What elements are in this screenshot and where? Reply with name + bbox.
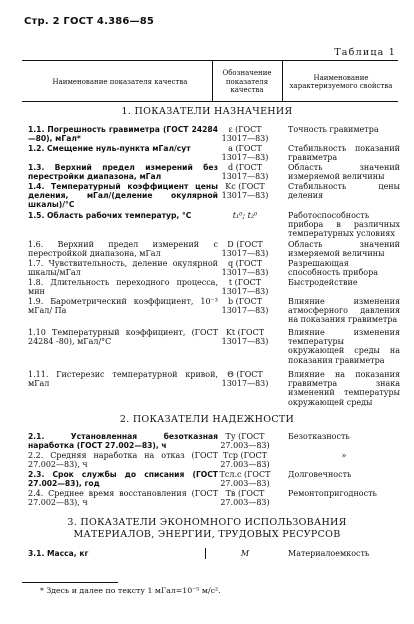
column-header-name: Наименование показателя качества [52, 77, 188, 86]
table-label: Таблица 1 [334, 47, 396, 58]
row-name: 2.2. Средняя наработка на отказ (ГОСТ 27.002—83), ч [28, 451, 218, 470]
row-property: Долговечность [288, 470, 352, 479]
row-symbol: q (ГОСТ 13017—83) [221, 259, 269, 278]
section-heading: 1. ПОКАЗАТЕЛИ НАЗНАЧЕНИЯ [121, 106, 293, 117]
row-property: Материалоемкость [288, 549, 370, 558]
row-symbol: t₁⁰; t₂⁰ [232, 211, 258, 220]
row-symbol: D (ГОСТ 13017—83) [221, 240, 269, 259]
row-symbol: Θ (ГОСТ 13017—83) [221, 370, 269, 389]
row-name: 1.9. Барометрический коэффициент, 10⁻³ мГал/ Па [28, 297, 218, 316]
row-property: Быстродействие [288, 278, 358, 287]
row-symbol: t (ГОСТ 13017—83) [221, 278, 269, 297]
table-top-rule [22, 60, 398, 61]
row-property: Область значений измеряемой величины [288, 163, 400, 182]
row-name: 1.4. Температурный коэффициент цены деления, мГал/(деление окулярной шкалы)/°С [28, 182, 218, 210]
row-property: Разрешающая способность прибора [288, 259, 379, 278]
column-header-symbol: Обозначение показателя качества [222, 69, 272, 95]
row-name: 1.8. Длительность переходного процесса, мин [28, 278, 218, 297]
row-name: 1.7. Чувствительность, деление окулярной шкалы/мГал [28, 259, 218, 278]
row-property: Область значений измеряемой величины [288, 240, 400, 259]
row-property: Влияние изменения атмосферного давления на показания гравиметра [288, 297, 400, 325]
page-header: Стр. 2 ГОСТ 4.386—85 [24, 16, 155, 27]
row-symbol: d (ГОСТ 13017—83) [221, 163, 269, 182]
column-header-property: Наименование характеризуемого свойства [289, 73, 393, 90]
table-header-rule [22, 101, 398, 102]
row-name: 1.2. Смещение нуль-пункта мГал/сут [28, 144, 191, 153]
row-symbol: Kt (ГОСТ 13017—83) [221, 328, 269, 347]
row-property: Безотказность [288, 432, 350, 441]
row-name: 1.10 Температурный коэффициент, (ГОСТ 24284 -80), мГал/°С [28, 328, 218, 347]
row-property: Работоспособность прибора в различных температурных условиях [288, 211, 400, 239]
row-symbol: Tу (ГОСТ 27.003—83) [220, 432, 270, 451]
row-symbol: b (ГОСТ 13017—83) [221, 297, 269, 316]
row-name: 1.6. Верхний предел измерений с перестройкой диапазона, мГал [28, 240, 218, 259]
row-property: Ремонтопригодность [288, 489, 377, 498]
column-divider [212, 61, 213, 101]
column-divider [205, 548, 206, 559]
row-symbol: Tсл.с (ГОСТ 27.003—83) [219, 470, 271, 489]
row-name: 1.3. Верхний предел измерений без перестройки диапазона, мГал [28, 163, 218, 182]
row-property: Влияние на показания гравиметра знака изменений температуры окружающей среды [288, 370, 400, 407]
footnote-rule [22, 582, 118, 583]
column-divider [282, 61, 283, 101]
row-property: » [341, 451, 347, 460]
row-symbol: a (ГОСТ 13017—83) [221, 144, 269, 163]
row-name: 2.1. Установленная безотказная наработка (ГОСТ 27.002—83), ч [28, 432, 218, 451]
row-symbol: M [240, 549, 250, 558]
row-name: 1.11. Гистерезис температурной кривой, мГал [28, 370, 218, 389]
row-name: 2.3. Срок службы до списания (ГОСТ 27.002—83), год [28, 470, 218, 489]
row-property: Влияние изменения температуры окружающей среды на показания гравиметра [288, 328, 400, 365]
row-name: 1.1. Погрешность гравиметра (ГОСТ 24284—80), мГал* [28, 125, 218, 144]
row-property: Стабильность показаний гравиметра [288, 144, 400, 163]
section-heading: 2. ПОКАЗАТЕЛИ НАДЕЖНОСТИ [119, 414, 295, 425]
row-symbol: Tср (ГОСТ 27.003—83) [220, 451, 270, 470]
row-symbol: ε (ГОСТ 13017—83) [221, 125, 269, 144]
row-symbol: Kc (ГОСТ 13017—83) [221, 182, 269, 201]
footnote: * Здесь и далее по тексту 1 мГал=10⁻⁵ м/с². [40, 586, 221, 595]
row-name: 1.5. Область рабочих температур, °С [28, 211, 192, 220]
row-property: Стабильность цены деления [288, 182, 400, 201]
row-name: 3.1. Масса, кг [28, 549, 89, 558]
row-symbol: Tв (ГОСТ 27.003—83) [220, 489, 270, 508]
section-heading: 3. ПОКАЗАТЕЛИ ЭКОНОМНОГО ИСПОЛЬЗОВАНИЯ МАТЕРИАЛОВ, ЭНЕРГИИ, ТРУДОВЫХ РЕСУРСОВ [67, 517, 347, 540]
row-property: Точность гравиметра [288, 125, 379, 134]
row-name: 2.4. Среднее время восстановления (ГОСТ 27.002—83), ч [28, 489, 218, 508]
